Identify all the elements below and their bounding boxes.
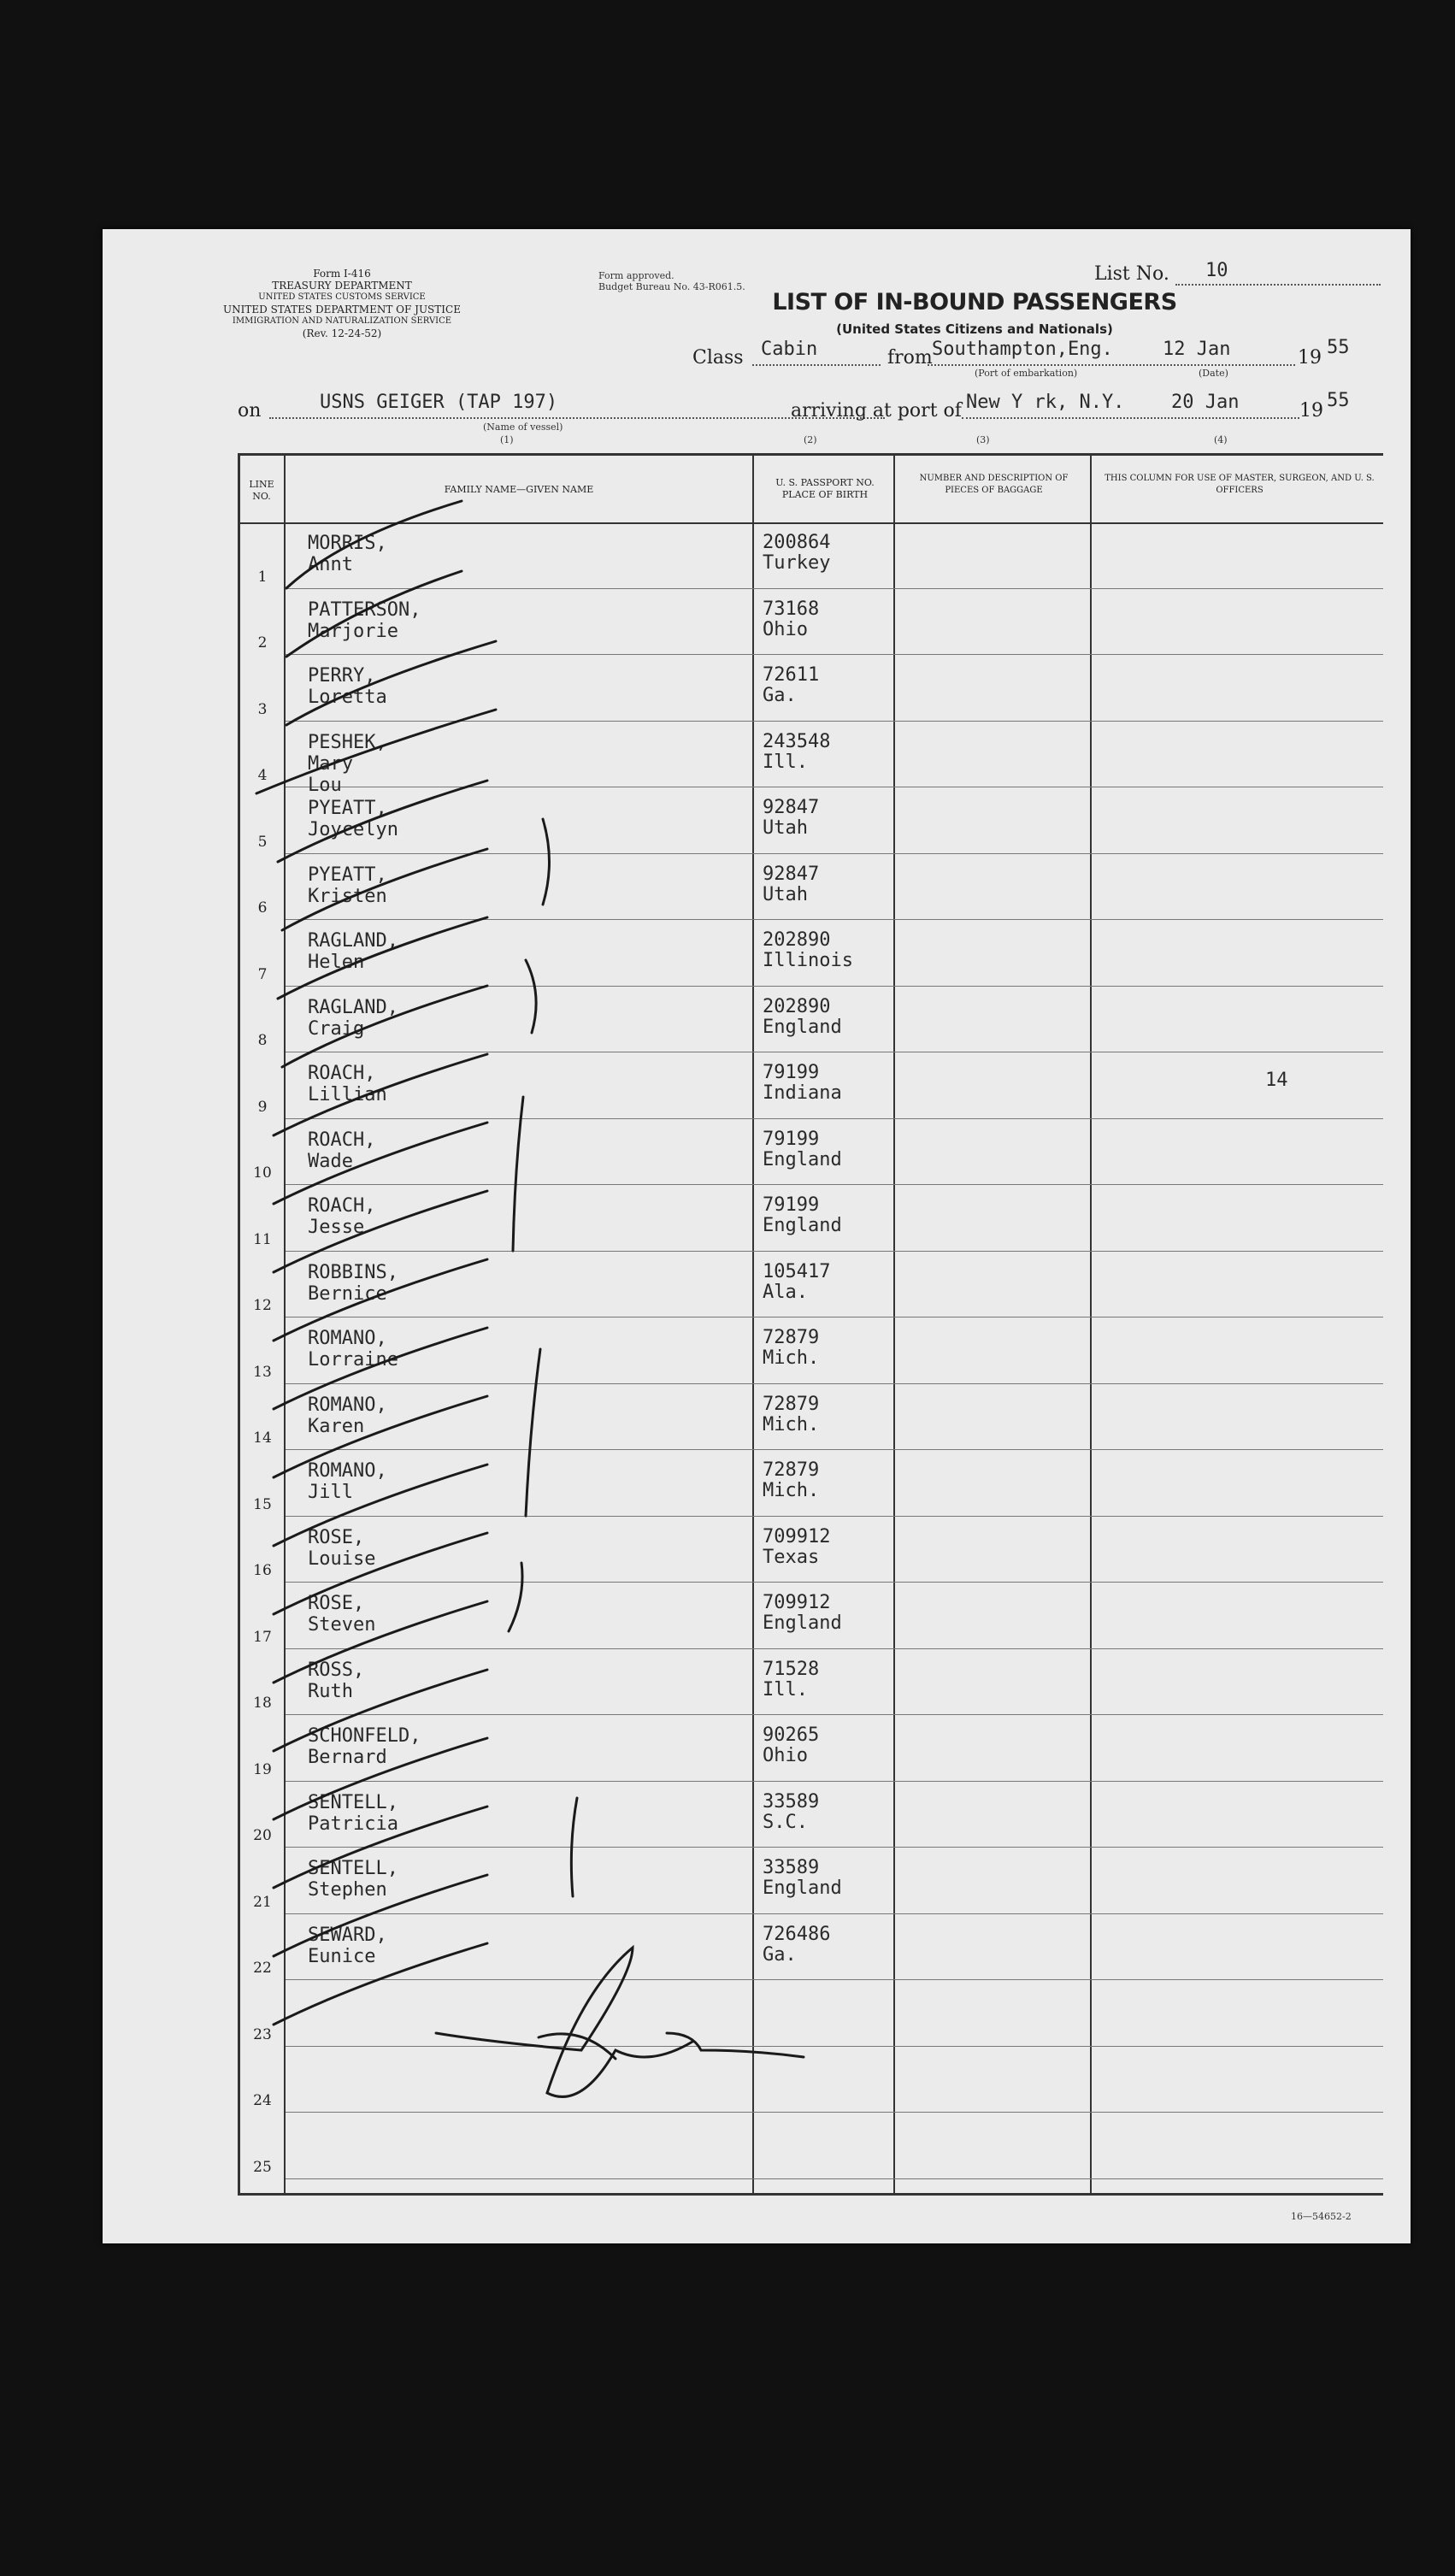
column-number-2: (2) — [804, 434, 817, 445]
passport-number: 72879 — [763, 1327, 820, 1348]
tick-mark — [278, 781, 487, 862]
place-of-birth: England — [763, 1148, 842, 1170]
class-label: Class — [692, 347, 744, 368]
embarkation-date: 12 Jan — [1163, 339, 1231, 360]
place-of-birth: Utah — [763, 817, 808, 839]
column-number-3: (3) — [976, 434, 990, 445]
line-number: 9 — [257, 1098, 268, 1116]
bracket — [526, 960, 536, 1033]
tick-mark — [274, 1670, 487, 1751]
tick-mark — [274, 1738, 487, 1819]
passenger-name: PYEATT, Joycelyn — [308, 798, 398, 840]
passport-number: 243548 — [763, 730, 831, 752]
tick-mark — [274, 1807, 487, 1888]
place-of-birth: Indiana — [763, 1082, 842, 1104]
arrival-year: 55 — [1327, 390, 1350, 411]
passenger-name: ROACH, Jesse — [308, 1195, 376, 1238]
passport-number: 200864 — [763, 532, 831, 553]
dept-treasury: TREASURY DEPARTMENT — [272, 280, 412, 292]
footer-code: 16—54652-2 — [1291, 2211, 1352, 2222]
passport-number: 71528 — [763, 1658, 820, 1680]
line-number: 21 — [253, 1893, 272, 1911]
passport-number: 33589 — [763, 1790, 820, 1813]
embarkation-year: 55 — [1327, 337, 1350, 358]
on-label: on — [238, 400, 262, 421]
embarkation-port: Southampton,Eng. — [932, 339, 1113, 360]
tick-mark — [274, 1465, 487, 1546]
passport-number: 79199 — [763, 1062, 820, 1083]
line-number: 5 — [257, 833, 268, 851]
tick-mark — [274, 1259, 487, 1341]
line-number: 18 — [253, 1695, 272, 1712]
officer-note: 14 — [1265, 1070, 1288, 1091]
tick-mark — [286, 501, 462, 588]
passenger-name: RAGLAND, Craig — [308, 996, 398, 1040]
passport-number: 79199 — [763, 1128, 820, 1150]
dept-immigration: IMMIGRATION AND NATURALIZATION SERVICE — [232, 316, 452, 326]
dept-justice: UNITED STATES DEPARTMENT OF JUSTICE — [223, 304, 461, 315]
page-subtitle: (United States Citizens and Nationals) — [836, 321, 1113, 337]
dept-customs: UNITED STATES CUSTOMS SERVICE — [258, 292, 426, 302]
place-of-birth: England — [763, 1877, 842, 1899]
bracket — [526, 1349, 540, 1516]
passenger-name: PESHEK, Mary Lou — [308, 731, 387, 796]
passenger-name: SENTELL, Stephen — [308, 1858, 398, 1901]
place-of-birth: England — [763, 1612, 842, 1634]
line-number: 25 — [253, 2158, 272, 2176]
passport-number: 33589 — [763, 1857, 820, 1878]
bracket — [509, 1563, 522, 1631]
tick-mark — [274, 1396, 487, 1477]
place-of-birth: Mich. — [763, 1413, 820, 1435]
passenger-name: RAGLAND, Helen — [308, 930, 398, 973]
passenger-name: ROSS, Ruth — [308, 1659, 365, 1702]
passenger-name: ROSE, Steven — [308, 1593, 376, 1636]
line-number: 10 — [253, 1164, 272, 1182]
place-of-birth: Texas — [763, 1546, 820, 1568]
line-number: 2 — [257, 634, 268, 651]
arrival-port: New Y rk, N.Y. — [966, 392, 1125, 413]
list-number-label: List No. — [1094, 263, 1169, 285]
column-number-4: (4) — [1214, 434, 1228, 445]
passenger-name: SCHONFELD, Bernard — [308, 1725, 421, 1768]
date-caption: (Date) — [1199, 368, 1228, 379]
passenger-name: MORRIS, Annt — [308, 533, 387, 575]
place-of-birth: S.C. — [763, 1811, 808, 1833]
passport-number: 709912 — [763, 1525, 831, 1547]
tick-mark — [274, 1875, 487, 1956]
place-of-birth: Ill. — [763, 751, 808, 773]
line-number: 4 — [257, 767, 268, 784]
line-number: 24 — [253, 2092, 272, 2109]
passport-number: 72879 — [763, 1459, 820, 1481]
arriving-label: arriving at port of — [791, 400, 962, 421]
line-number: 13 — [253, 1363, 272, 1381]
passenger-name: PYEATT, Kristen — [308, 864, 387, 907]
tick-mark — [282, 986, 487, 1067]
place-of-birth: England — [763, 1215, 842, 1236]
place-of-birth: Ga. — [763, 685, 797, 706]
passenger-name: SENTELL, Patricia — [308, 1791, 398, 1835]
vessel-name: USNS GEIGER (TAP 197) — [320, 392, 558, 413]
tick-mark — [274, 1328, 487, 1409]
page-title: LIST OF IN-BOUND PASSENGERS — [772, 289, 1177, 315]
signature-scribble — [436, 1948, 804, 2096]
passport-number: 79199 — [763, 1194, 820, 1216]
tick-mark — [274, 1943, 487, 2025]
passport-number: 92847 — [763, 797, 820, 818]
line-number: 19 — [253, 1760, 272, 1778]
tick-mark — [274, 1123, 487, 1204]
passport-number: 709912 — [763, 1592, 831, 1613]
place-of-birth: Illinois — [763, 950, 853, 971]
vessel-caption: (Name of vessel) — [483, 421, 563, 433]
class-value: Cabin — [761, 339, 818, 360]
tick-mark — [282, 849, 487, 930]
passenger-name: ROACH, Lillian — [308, 1063, 387, 1105]
passport-number: 73168 — [763, 598, 820, 620]
arrival-date: 20 Jan — [1171, 392, 1240, 413]
line-number: 3 — [257, 700, 268, 718]
tick-mark — [278, 917, 487, 999]
line-number: 23 — [253, 2025, 272, 2043]
passenger-name: PATTERSON, Marjorie — [308, 598, 421, 642]
place-of-birth: Ala. — [763, 1281, 808, 1303]
passenger-name: ROMANO, Karen — [308, 1394, 387, 1437]
line-number: 20 — [253, 1827, 272, 1844]
column-header-passport: U. S. PASSPORT NO. PLACE OF BIRTH — [775, 477, 875, 500]
line-number: 16 — [253, 1562, 272, 1579]
passenger-name: ROSE, Louise — [308, 1526, 376, 1570]
line-number: 15 — [253, 1495, 272, 1513]
passport-number: 72879 — [763, 1393, 820, 1415]
line-number: 14 — [253, 1429, 272, 1447]
bracket — [571, 1798, 577, 1896]
line-number: 22 — [253, 1960, 272, 1977]
passport-number: 72611 — [763, 664, 820, 686]
place-of-birth: Ga. — [763, 1943, 797, 1966]
line-number: 1 — [257, 568, 268, 586]
tick-mark — [274, 1601, 487, 1683]
tick-mark — [274, 1533, 487, 1614]
arrival-year-prefix: 19 — [1299, 400, 1323, 421]
place-of-birth: Turkey — [763, 552, 831, 574]
place-of-birth: Mich. — [763, 1480, 820, 1501]
passenger-name: ROMANO, Jill — [308, 1460, 387, 1503]
line-number: 7 — [257, 965, 268, 983]
column-header-line: LINE NO. — [249, 479, 274, 502]
passport-number: 726486 — [763, 1923, 831, 1945]
line-number: 17 — [253, 1628, 272, 1646]
column-header-name: FAMILY NAME—GIVEN NAME — [444, 484, 594, 495]
passport-number: 90265 — [763, 1724, 820, 1746]
port-caption: (Port of embarkation) — [975, 368, 1078, 379]
passenger-name: PERRY, Loretta — [308, 665, 387, 708]
column-header-officers: THIS COLUMN FOR USE OF MASTER, SURGEON, AND U. S. OFFICERS — [1105, 474, 1375, 495]
passport-number: 105417 — [763, 1260, 831, 1282]
passenger-name: ROACH, Wade — [308, 1129, 376, 1172]
handwritten-marks — [103, 229, 1411, 2243]
passport-number: 202890 — [763, 995, 831, 1017]
passport-number: 202890 — [763, 929, 831, 951]
passport-number: 92847 — [763, 863, 820, 885]
place-of-birth: Mich. — [763, 1347, 820, 1369]
tick-mark — [274, 1191, 487, 1272]
line-number: 8 — [257, 1032, 268, 1049]
from-label: from — [887, 347, 933, 368]
passenger-name: SEWARD, Eunice — [308, 1924, 387, 1967]
year-prefix: 19 — [1298, 347, 1322, 368]
bracket — [513, 1097, 523, 1251]
list-number-value: 10 — [1205, 260, 1228, 281]
place-of-birth: Ill. — [763, 1678, 808, 1701]
budget-bureau-text: Budget Bureau No. 43-R061.5. — [598, 281, 745, 292]
place-of-birth: Ohio — [763, 1745, 808, 1766]
line-number: 11 — [253, 1230, 272, 1248]
column-header-baggage: NUMBER AND DESCRIPTION OF PIECES OF BAGGAGE — [919, 474, 1069, 495]
place-of-birth: Utah — [763, 883, 808, 905]
passenger-manifest-form — [103, 229, 1411, 2243]
passenger-name: ROMANO, Lorraine — [308, 1328, 398, 1371]
form-revision: (Rev. 12-24-52) — [302, 327, 382, 339]
tick-mark — [286, 571, 462, 657]
column-number-1: (1) — [500, 434, 514, 445]
tick-mark — [274, 1054, 487, 1135]
line-number: 12 — [253, 1297, 272, 1314]
bracket — [543, 819, 550, 905]
place-of-birth: Ohio — [763, 618, 808, 640]
approved-text: Form approved. — [598, 270, 674, 281]
form-number: Form I-416 — [313, 268, 371, 280]
tick-mark — [286, 641, 496, 725]
passenger-name: ROBBINS, Bernice — [308, 1261, 398, 1305]
line-number: 6 — [257, 899, 268, 917]
place-of-birth: England — [763, 1016, 842, 1038]
